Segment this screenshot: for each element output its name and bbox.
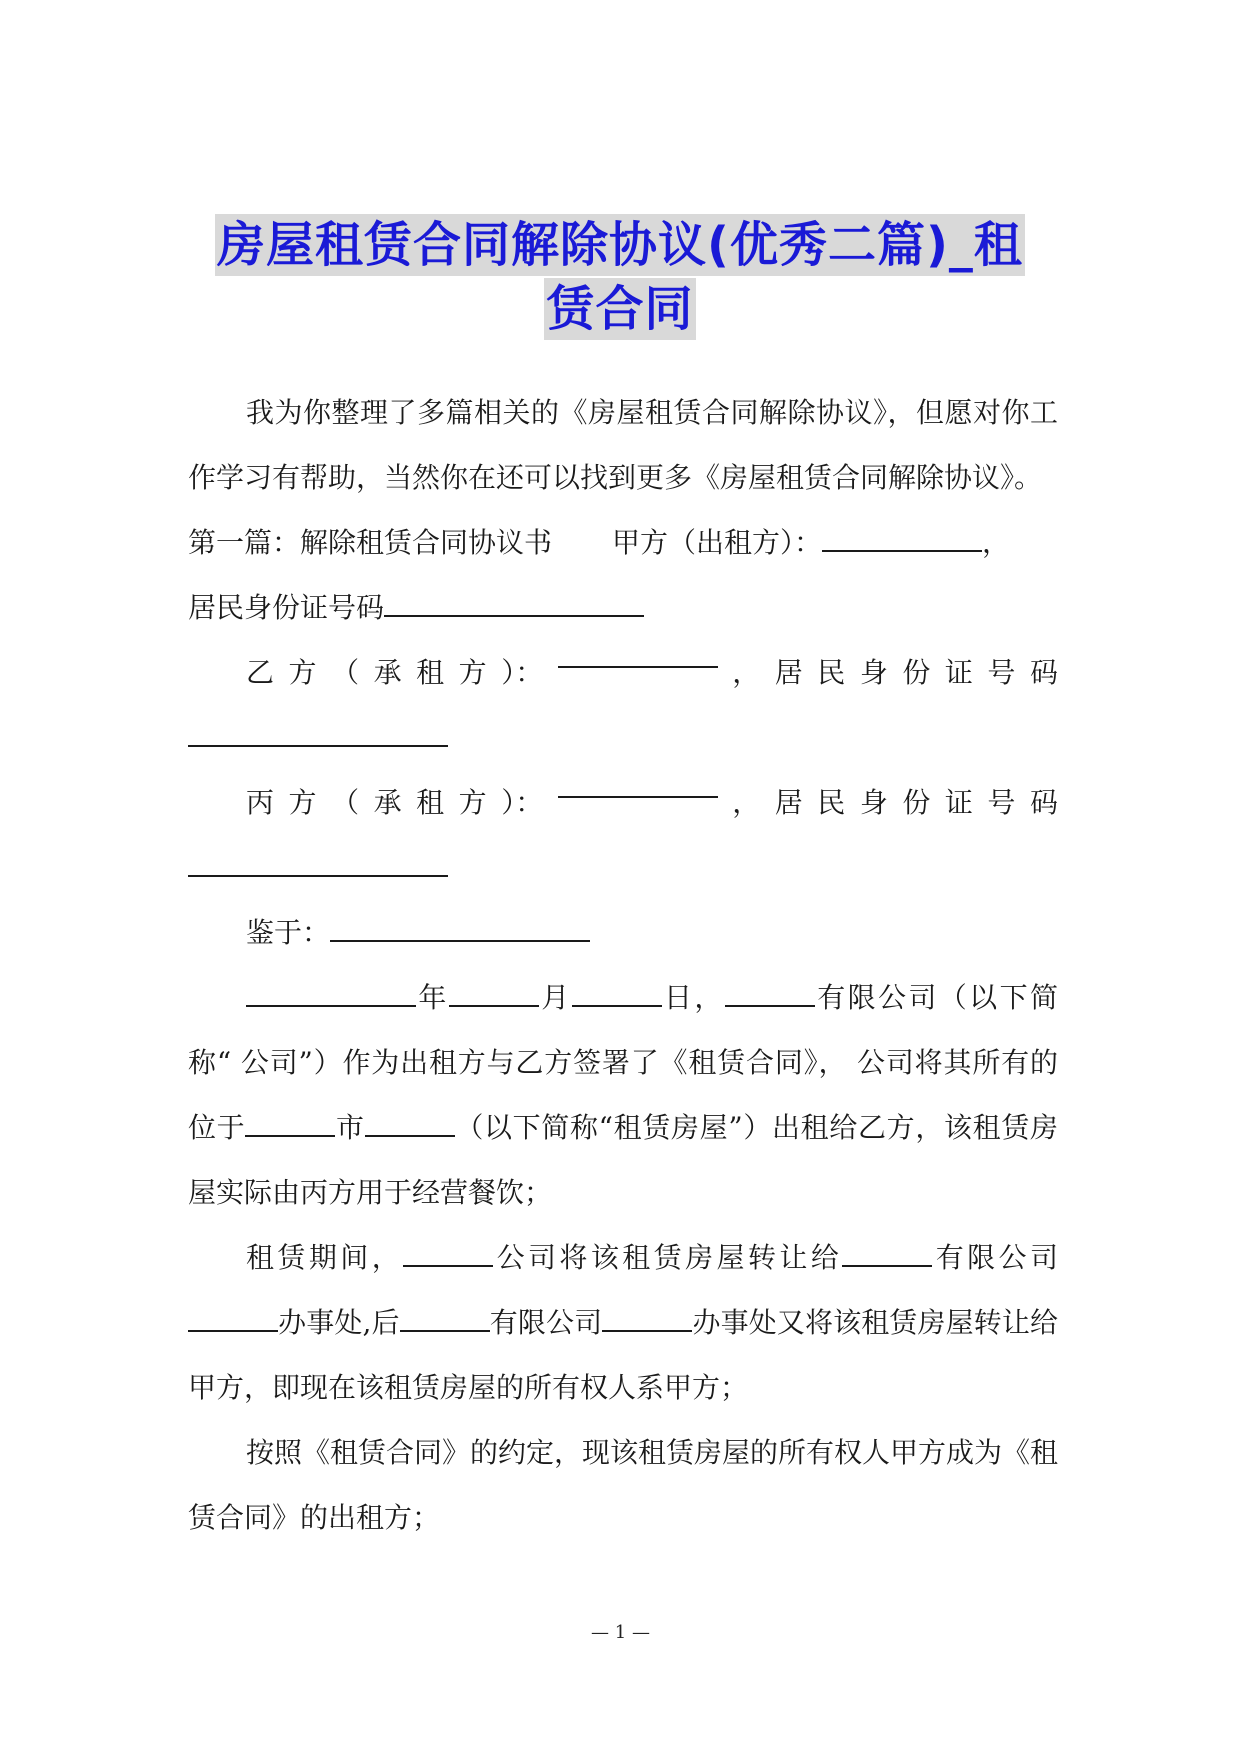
section1-heading: 第一篇：解除租赁合同协议书 [188, 526, 553, 559]
contract-paragraph: 按照《租赁合同》的约定，现该租赁房屋的所有权人甲方成为《租赁合同》的出租方； [188, 1436, 1059, 1534]
party-a-tail: ， [982, 526, 1011, 559]
lease-blank-1 [403, 1239, 493, 1267]
location-blank [245, 1109, 335, 1137]
party-b-blank [558, 640, 718, 668]
party-c-id-blank [188, 849, 448, 877]
intro-paragraph: 我为你整理了多篇相关的《房屋租赁合同解除协议》，但愿对你工作学习有帮助，当然你在还可以找到更多《房屋租赁合同解除协议》。 [188, 396, 1058, 494]
month-blank [449, 979, 539, 1007]
lease-blank-2 [842, 1239, 932, 1267]
party-a-id-label: 居民身份证号码 [188, 591, 385, 624]
company-blank [725, 979, 815, 1007]
document-body [188, 380, 1058, 1550]
lease-paragraph: 租赁期间， 公司将该租赁房屋转让给 有限公司办事处,后 有限公司 办事处又将该租赁房屋转让给甲方，即现在该租赁房屋的所有权人系甲方； [188, 1241, 1058, 1404]
year-blank [246, 979, 416, 1007]
party-a-id-blank [384, 589, 644, 617]
whereas-paragraph: 鉴于： [188, 900, 1058, 965]
title-line-1: 房屋租赁合同解除协议(优秀二篇)_租 [215, 214, 1025, 276]
lease-blank-5 [602, 1304, 692, 1332]
party-b-id-blank [188, 719, 448, 747]
party-b-paragraph: 乙 方 （ 承 租 方 ）： ， 居 民 身 份 证 号 码 [188, 640, 1058, 770]
document-title [150, 214, 1090, 342]
party-c-blank [558, 770, 718, 798]
whereas-blank [330, 914, 590, 942]
title-line-2: 赁合同 [544, 278, 695, 340]
city-blank [365, 1109, 455, 1137]
date-paragraph: 年 月 日， 有限公司（以下简称“ 公司”）作为出租方与乙方签署了《租赁合同》， 公司将其所有的位于 市 （以下简称“租赁房屋”）出租给乙方，该租赁房屋实际由丙方用于经营餐饮； [188, 981, 1058, 1209]
day-blank [572, 979, 662, 1007]
party-a-blank [822, 524, 982, 552]
lease-blank-4 [400, 1304, 490, 1332]
lease-blank-3 [188, 1304, 278, 1332]
party-c-paragraph: 丙 方 （ 承 租 方 ）： ， 居 民 身 份 证 号 码 [188, 770, 1058, 900]
page-number: — 1 — [591, 1622, 650, 1643]
section1-paragraph [188, 510, 1058, 640]
party-a-label: 甲方（出租方）： [612, 526, 823, 559]
